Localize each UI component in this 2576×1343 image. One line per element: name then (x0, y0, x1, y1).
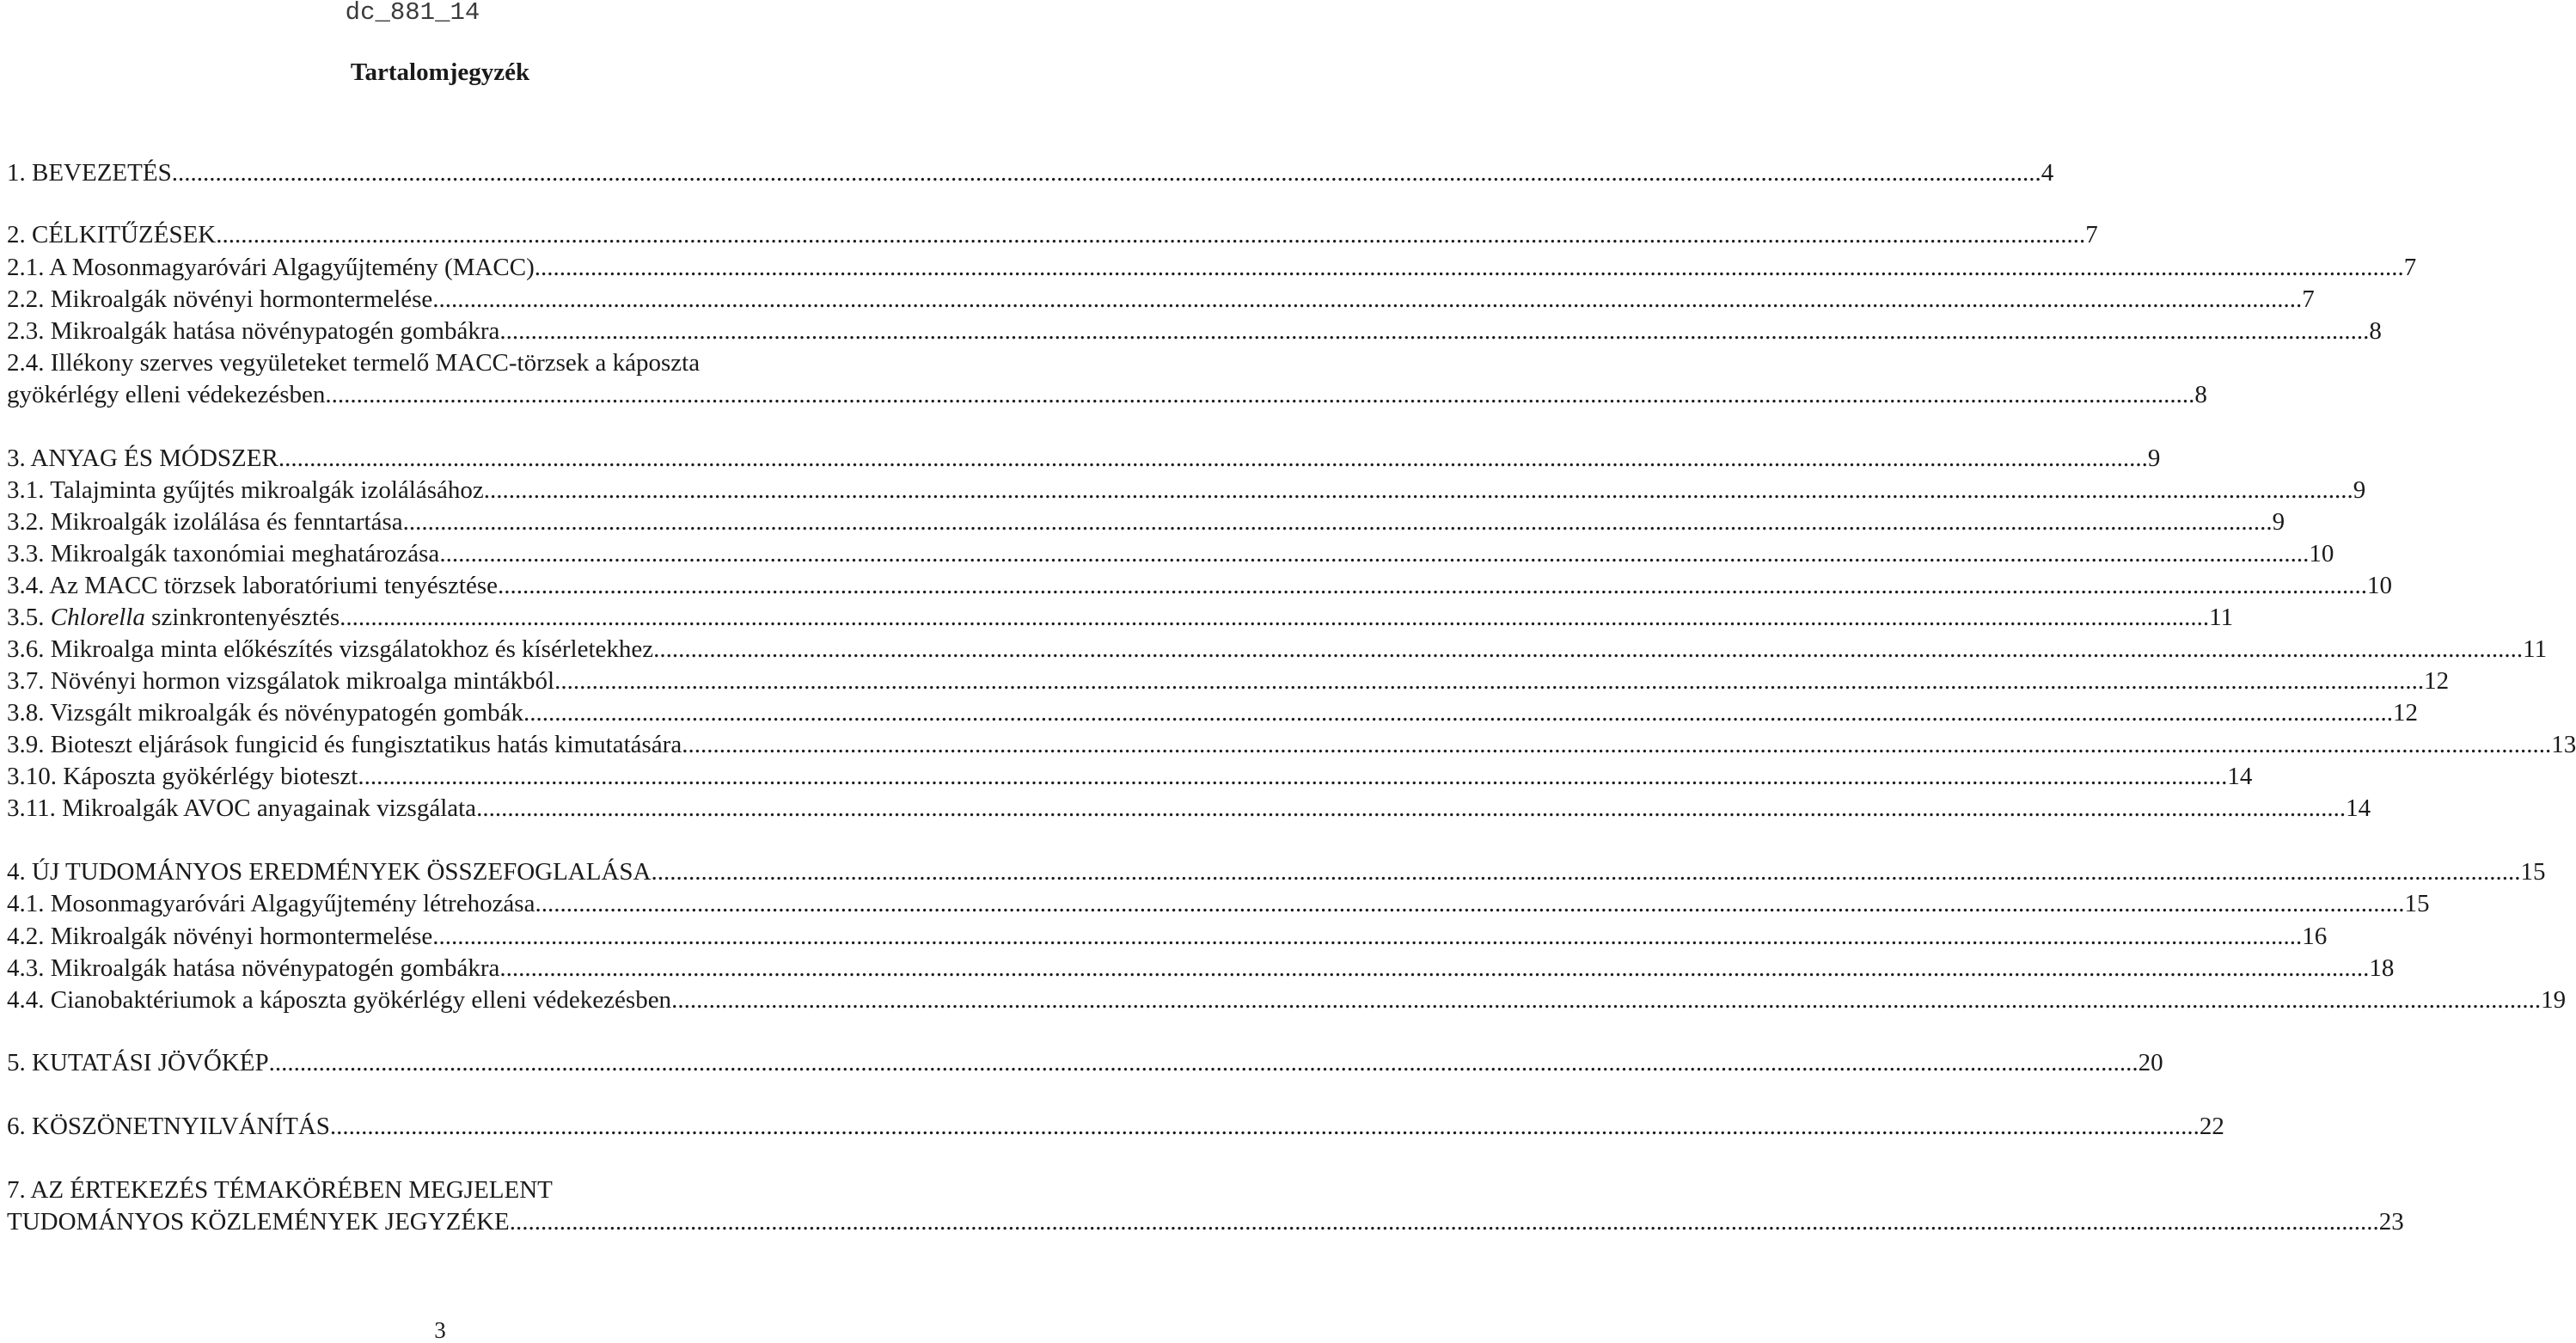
toc-entry (7, 729, 2576, 761)
toc-entry-number: 2. (7, 221, 26, 248)
toc-entry (7, 665, 2450, 697)
toc-entry-title: Növényi hormon vizsgálatok mikroalga mintákból (50, 667, 555, 695)
page-title: Tartalomjegyzék (350, 58, 530, 86)
toc-dot-leader: ............................................................................................................................................................................................................................................................................................................ (499, 317, 2370, 345)
toc-entry (7, 475, 2366, 506)
toc-entry-title: ANYAG ÉS MÓDSZER (30, 445, 278, 472)
toc-entry-page: 7 (2302, 285, 2315, 313)
toc-entry-title: Mikroalgák hatása növénypatogén gombákra (50, 317, 500, 345)
toc-dot-leader: ............................................................................................................................................................................................................................................................................................................ (498, 572, 2368, 599)
toc-entry-page: 10 (2309, 540, 2334, 567)
toc-entry-title: KUTATÁSI JÖVŐKÉP (32, 1049, 269, 1076)
toc-entry-page: 9 (2353, 476, 2366, 504)
toc-entry-number: 4. (7, 858, 26, 886)
toc-entry (7, 984, 2567, 1016)
toc-entry-number: 3.11. (7, 794, 56, 822)
toc-entry-page: 10 (2367, 572, 2393, 599)
toc-entry-number: 3.9. (7, 731, 45, 758)
toc-entry-title-italic: Chlorella (50, 604, 145, 631)
toc-entry-text (7, 316, 499, 347)
toc-entry (7, 443, 2161, 475)
toc-entry (7, 602, 2234, 634)
toc-dot-leader: ............................................................................................................................................................................................................................................................................................................ (171, 159, 2041, 187)
toc-entry-page: 14 (2346, 794, 2371, 822)
toc-entry-page: 12 (2424, 667, 2450, 695)
toc-entry-text (7, 538, 439, 570)
toc-entry-page: 19 (2541, 986, 2567, 1014)
toc-entry-title: Mikroalgák növényi hormontermelése (50, 285, 433, 313)
toc-entry-number: 5. (7, 1049, 26, 1076)
page-number: 3 (434, 1317, 446, 1343)
toc-dot-leader: ............................................................................................................................................................................................................................................................................................................ (476, 794, 2347, 822)
toc-entry-text (7, 602, 340, 634)
toc-entry-title: Mikroalgák hatása növénypatogén gombákra (50, 954, 500, 982)
toc-entry-text (7, 443, 278, 475)
toc-entry-page: 22 (2199, 1113, 2224, 1140)
toc-entry-number: 4.3. (7, 954, 45, 982)
toc-entry-text (7, 634, 653, 665)
toc-entry-page: 12 (2392, 699, 2418, 727)
toc-entry-text (7, 665, 554, 697)
toc-dot-leader: ............................................................................................................................................................................................................................................................................................................ (340, 604, 2210, 631)
toc-entry-number: 7. (7, 1176, 26, 1204)
toc-entry-title: Vizsgált mikroalgák és növénypatogén gombák (50, 699, 523, 727)
toc-entry-title: Cianobaktériumok a káposzta gyökérlégy elleni védekezésben (50, 986, 672, 1014)
toc-dot-leader: ............................................................................................................................................................................................................................................................................................................ (653, 635, 2524, 663)
toc-entry-title: Bioteszt eljárások fungicid és fungisztatikus hatás kimutatására (50, 731, 682, 758)
toc-entry-number: 4.4. (7, 986, 45, 1014)
toc-entry-title: Az MACC törzsek laboratóriumi tenyésztése (49, 572, 499, 599)
toc-entry-number: 6. (7, 1113, 26, 1140)
toc-entry (7, 856, 2546, 888)
toc-entry-text (7, 729, 682, 761)
toc-entry-number: 4.2. (7, 923, 45, 950)
toc-entry-page: 8 (2194, 381, 2207, 408)
toc-entry-number: 1. (7, 159, 26, 187)
toc-entry (7, 157, 2054, 189)
toc-entry-page: 18 (2369, 954, 2395, 982)
toc-entry-line (7, 347, 821, 379)
toc-entry-page: 16 (2302, 923, 2328, 950)
toc-dot-leader: ............................................................................................................................................................................................................................................................................................................ (268, 1049, 2139, 1076)
toc-entry-text (7, 984, 671, 1016)
toc-entry-text (7, 157, 172, 189)
toc-entry-page: 14 (2227, 763, 2253, 790)
toc-dot-leader: ............................................................................................................................................................................................................................................................................................................ (329, 1113, 2200, 1140)
toc-entry-page: 8 (2369, 317, 2382, 345)
toc-dot-leader: ............................................................................................................................................................................................................................................................................................................ (682, 731, 2552, 758)
toc-entry (7, 634, 2548, 665)
toc-entry-text (7, 252, 535, 284)
toc-entry-text (7, 856, 651, 888)
toc-entry-title: Mikroalgák növényi hormontermelése (50, 923, 433, 950)
toc-entry-title: Káposzta gyökérlégy bioteszt (63, 763, 358, 790)
toc-entry-text (7, 953, 499, 984)
toc-entry-number: 3.4. (7, 572, 45, 599)
toc-entry-title: KÖSZÖNETNYILVÁNÍTÁS (32, 1113, 330, 1140)
toc-entry-page: 23 (2378, 1208, 2404, 1236)
toc-entry (7, 252, 2417, 284)
toc-entry-text (7, 1111, 330, 1143)
toc-entry-number: 3.7. (7, 667, 45, 695)
document-id: dc_881_14 (345, 0, 480, 27)
toc-entry-page: 4 (2041, 159, 2054, 187)
toc-entry-title: Mikroalgák izolálása és fenntartása (50, 508, 403, 536)
toc-dot-leader: ............................................................................................................................................................................................................................................................................................................ (216, 221, 2086, 248)
toc-dot-leader: ............................................................................................................................................................................................................................................................................................................ (534, 254, 2404, 281)
toc-entry-text (7, 761, 358, 793)
toc-entry-text (7, 506, 403, 538)
toc-entry-number: 3.3. (7, 540, 45, 567)
toc-entry (7, 1111, 2224, 1143)
toc-entry-title: Talajminta gyűjtés mikroalgák izolálásához (50, 476, 484, 504)
toc-dot-leader: ............................................................................................................................................................................................................................................................................................................ (432, 285, 2303, 313)
toc-entry-title: ÚJ TUDOMÁNYOS EREDMÉNYEK ÖSSZEFOGLALÁSA (32, 858, 652, 886)
toc-entry-title: Mosonmagyaróvári Algagyűjtemény létrehozása (50, 890, 535, 917)
toc-entry (7, 793, 2371, 825)
toc-dot-leader: ............................................................................................................................................................................................................................................................................................................ (358, 763, 2228, 790)
toc-entry-title-continuation: TUDOMÁNYOS KÖZLEMÉNYEK JEGYZÉKE (7, 1208, 510, 1236)
toc-entry-text (7, 921, 432, 953)
toc-dot-leader: ............................................................................................................................................................................................................................................................................................................ (671, 986, 2542, 1014)
toc-entry-title: szinkrontenyésztés (144, 604, 340, 631)
toc-entry-number: 3. (7, 445, 26, 472)
toc-entry-title-continuation: gyökérlégy elleni védekezésben (7, 381, 326, 408)
toc-entry-number: 3.10. (7, 763, 57, 790)
toc-dot-leader: ............................................................................................................................................................................................................................................................................................................ (402, 508, 2273, 536)
toc-entry-number: 2.2. (7, 285, 45, 313)
toc-entry-text (7, 284, 432, 316)
toc-entry (7, 219, 2098, 251)
toc-entry-page: 15 (2520, 858, 2546, 886)
toc-entry (7, 921, 2328, 953)
toc-entry (7, 697, 2418, 729)
toc-entry-text (7, 570, 498, 602)
toc-entry-page: 9 (2272, 508, 2285, 536)
toc-entry (7, 570, 2393, 602)
toc-entry-title: Mikroalga minta előkészítés vizsgálatokhoz és kísérletekhez (50, 635, 654, 663)
toc-entry-page: 9 (2147, 445, 2161, 472)
toc-entry-text (7, 888, 535, 920)
toc-entry (7, 538, 2334, 570)
toc-entry-title: BEVEZETÉS (32, 159, 172, 187)
toc-entry-number: 3.1. (7, 476, 45, 504)
toc-entry-page: 15 (2404, 890, 2430, 917)
toc-entry (7, 379, 2207, 411)
toc-entry-title: CÉLKITŰZÉSEK (32, 221, 217, 248)
toc-dot-leader: ............................................................................................................................................................................................................................................................................................................ (325, 381, 2195, 408)
toc-entry-number: 3.5. (7, 604, 45, 631)
toc-dot-leader: ............................................................................................................................................................................................................................................................................................................ (483, 476, 2353, 504)
toc-entry (7, 1047, 2163, 1079)
toc-entry-number: 4.1. (7, 890, 45, 917)
toc-entry-text (7, 475, 484, 506)
toc-entry-page: 7 (2403, 254, 2417, 281)
toc-entry-text (7, 697, 523, 729)
toc-entry-text (7, 793, 476, 825)
toc-entry (7, 316, 2382, 347)
toc-dot-leader: ............................................................................................................................................................................................................................................................................................................ (509, 1208, 2379, 1236)
toc-entry (7, 953, 2395, 984)
toc-dot-leader: ............................................................................................................................................................................................................................................................................................................ (535, 890, 2405, 917)
toc-entry (7, 284, 2315, 316)
toc-entry-number: 3.8. (7, 699, 45, 727)
toc-entry-title: A Mosonmagyaróvári Algagyűjtemény (MACC) (49, 254, 535, 281)
toc-dot-leader: ............................................................................................................................................................................................................................................................................................................ (499, 954, 2370, 982)
toc-dot-leader: ............................................................................................................................................................................................................................................................................................................ (523, 699, 2393, 727)
toc-entry-page: 13 (2551, 731, 2576, 758)
toc-dot-leader: ............................................................................................................................................................................................................................................................................................................ (554, 667, 2425, 695)
toc-entry-number: 3.6. (7, 635, 45, 663)
toc-dot-leader: ............................................................................................................................................................................................................................................................................................................ (651, 858, 2521, 886)
toc-dot-leader: ............................................................................................................................................................................................................................................................................................................ (432, 923, 2303, 950)
toc-entry-line (7, 1174, 821, 1206)
toc-entry-title: AZ ÉRTEKEZÉS TÉMAKÖRÉBEN MEGJELENT (30, 1176, 553, 1204)
toc-entry-number: 2.4. (7, 349, 45, 377)
toc-dot-leader: ............................................................................................................................................................................................................................................................................................................ (439, 540, 2310, 567)
toc-entry-number: 2.3. (7, 317, 45, 345)
toc-entry (7, 1206, 2404, 1238)
toc-entry-title: Mikroalgák taxonómiai meghatározása (50, 540, 440, 567)
toc-entry-text (7, 219, 216, 251)
toc-entry (7, 761, 2253, 793)
toc-entry-page: 11 (2523, 635, 2548, 663)
toc-entry-page: 7 (2085, 221, 2098, 248)
toc-entry-title: Illékony szerves vegyületeket termelő MACC-törzsek a káposzta (50, 349, 701, 377)
toc-entry-number: 2.1. (7, 254, 45, 281)
toc-entry-page: 11 (2209, 604, 2234, 631)
toc-entry-text (7, 1047, 269, 1079)
toc-entry-title: Mikroalgák AVOC anyagainak vizsgálata (62, 794, 477, 822)
toc-entry (7, 888, 2430, 920)
toc-entry (7, 506, 2285, 538)
toc-dot-leader: ............................................................................................................................................................................................................................................................................................................ (278, 445, 2148, 472)
toc-entry-number: 3.2. (7, 508, 45, 536)
toc-entry-page: 20 (2138, 1049, 2163, 1076)
